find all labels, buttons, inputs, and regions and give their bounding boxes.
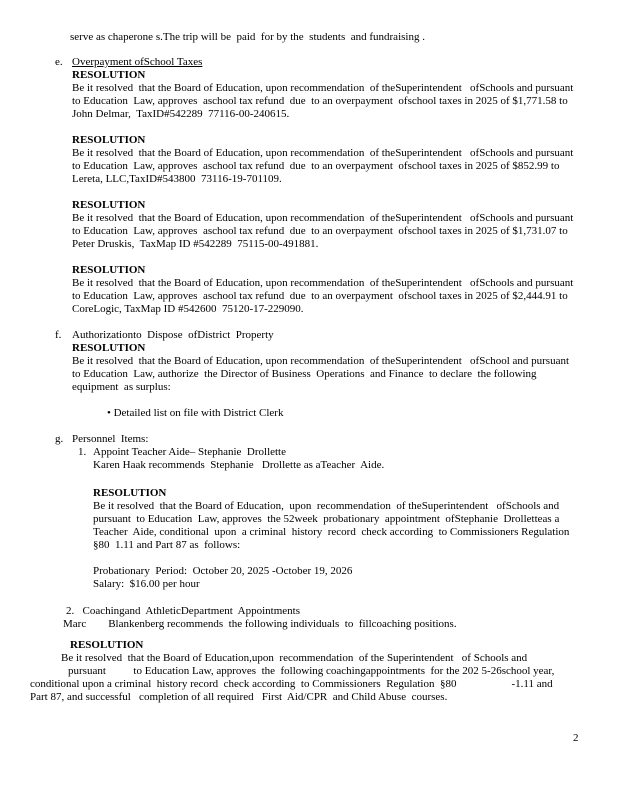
resolution-label: RESOLUTION bbox=[72, 199, 146, 211]
resolution-text-line: Part 87, and successful completion of all required First Aid/CPR and Child Abuse courses. bbox=[30, 691, 448, 703]
item-2-recommendation: Marc Blankenberg recommends the following individuals to fillcoaching positions. bbox=[63, 618, 457, 630]
intro-paragraph: serve as chaperone s.The trip will be paid for by the students and fundraising . bbox=[70, 31, 425, 43]
resolution-label: RESOLUTION bbox=[70, 639, 144, 651]
final-resolution-block bbox=[0, 639, 618, 704]
resolution-block bbox=[93, 487, 580, 552]
resolution-text-line: Be it resolved that the Board of Education,upon recommendation of the Superintendent of Schools and bbox=[61, 652, 528, 664]
section-e-body bbox=[72, 56, 580, 329]
bullet-item: • Detailed list on file with District Clerk bbox=[107, 407, 284, 419]
resolution-label: RESOLUTION bbox=[93, 487, 167, 499]
section-f-marker: f. bbox=[55, 329, 62, 341]
resolution-block bbox=[72, 342, 580, 394]
resolution-text: Be it resolved that the Board of Education, upon recommendation of theSuperintendent ofSchools and pursuant to Education Law, approves aschool tax refund due to an overpayment ofschool taxes in 2025 of $1,771.58 to John Delmar, TaxID#542289 77116-00-240615. bbox=[72, 82, 579, 120]
section-f bbox=[55, 329, 580, 433]
resolution-text-line: conditional upon a criminal history record check according to Commissioners Regulation §80 -1.11 and bbox=[30, 678, 553, 690]
salary-line: Salary: $16.00 per hour bbox=[93, 578, 200, 590]
section-f-body bbox=[72, 329, 580, 433]
section-g bbox=[55, 433, 580, 631]
resolution-text: Be it resolved that the Board of Education, upon recommendation of theSuperintendent ofSchools and pursuant to Education Law, approves aschool tax refund due to an overpayment ofschool taxes in 2025 of $1,731.07 to Peter Druskis, TaxMap ID #542289 75115-00-491881. bbox=[72, 212, 579, 250]
section-e-marker: e. bbox=[55, 56, 63, 68]
personnel-item-1 bbox=[78, 446, 580, 591]
item-1-body bbox=[93, 446, 580, 591]
resolution-label: RESOLUTION bbox=[72, 264, 146, 276]
item-1-title: Appoint Teacher Aide– Stephanie Drollette bbox=[93, 446, 286, 458]
probationary-period-line: Probationary Period: October 20, 2025 -October 19, 2026 bbox=[93, 565, 353, 577]
resolution-block bbox=[72, 264, 580, 316]
resolution-label: RESOLUTION bbox=[72, 134, 146, 146]
resolution-block bbox=[72, 134, 580, 186]
section-f-heading: Authorizationto Dispose ofDistrict Property bbox=[72, 329, 274, 341]
section-g-marker: g. bbox=[55, 433, 64, 445]
resolution-block bbox=[72, 69, 580, 121]
resolution-text: Be it resolved that the Board of Education, upon recommendation of theSuperintendent ofSchools and pursuant to Education Law, approves the 52week probationary appointment ofStephanie Drolletteas a Teacher Aide, conditional upon a criminal history record check according to Commissioners Regulation §80 1.11 and Part 87 as follows: bbox=[93, 500, 575, 551]
personnel-item-2-title: 2. Coachingand AthleticDepartment Appointments bbox=[66, 605, 301, 617]
section-g-body bbox=[63, 433, 580, 631]
resolution-block bbox=[72, 199, 580, 251]
resolution-text: Be it resolved that the Board of Education, upon recommendation of theSuperintendent ofSchools and pursuant to Education Law, approves aschool tax refund due to an overpayment ofschool taxes in 2025 of $852.99 to Lereta, LLC,TaxID#543800 73116-19-701109. bbox=[72, 147, 579, 185]
section-e bbox=[55, 56, 580, 329]
item-1-recommendation: Karen Haak recommends Stephanie Drollette as aTeacher Aide. bbox=[93, 459, 385, 471]
resolution-text: Be it resolved that the Board of Education, upon recommendation of theSuperintendent ofSchools and pursuant to Education Law, approves aschool tax refund due to an overpayment ofschool taxes in 2025 of $2,444.91 to CoreLogic, TaxMap ID #542600 75120-17-229090. bbox=[72, 277, 579, 315]
item-1-marker: 1. bbox=[78, 446, 87, 458]
resolution-text-line: pursuant to Education Law, approves the following coachingappointments for the 202 5-26school year, bbox=[68, 665, 555, 677]
section-e-heading: Overpayment ofSchool Taxes bbox=[72, 56, 203, 68]
resolution-label: RESOLUTION bbox=[72, 69, 146, 81]
page-number: 2 bbox=[573, 732, 579, 744]
section-g-heading: Personnel Items: bbox=[72, 433, 149, 445]
resolution-label: RESOLUTION bbox=[72, 342, 146, 354]
resolution-text: Be it resolved that the Board of Education, upon recommendation of theSuperintendent ofSchool and pursuant to Education Law, authorize the Director of Business Operations and Finance to declare the following equipment as surplus: bbox=[72, 355, 575, 393]
